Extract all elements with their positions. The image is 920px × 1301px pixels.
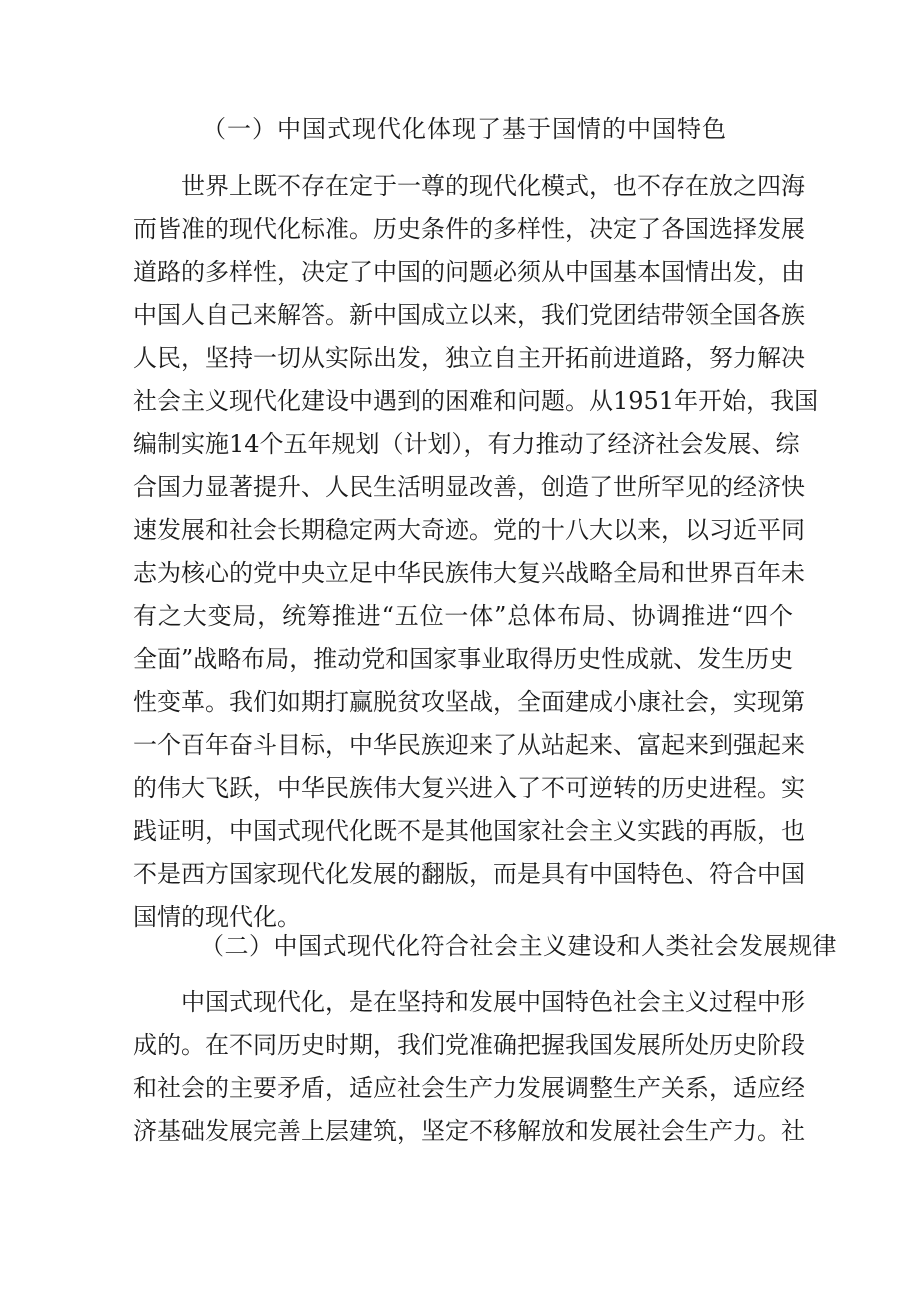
paragraph-line: 济基础发展完善上层建筑，坚定不移解放和发展社会生产力。社 <box>133 1117 805 1145</box>
paragraph-line: 人民，坚持一切从实际出发，独立自主开拓前进道路，努力解决 <box>133 344 805 372</box>
section-2-heading: （二）中国式现代化符合社会主义建设和人类社会发展规律 <box>200 932 837 960</box>
paragraph-line: 和社会的主要矛盾，适应社会生产力发展调整生产关系，适应经 <box>133 1074 805 1102</box>
paragraph-line: 社会主义现代化建设中遇到的困难和问题。从1951年开始，我国 <box>133 387 819 415</box>
paragraph-line: 一个百年奋斗目标，中华民族迎来了从站起来、富起来到强起来 <box>133 731 805 759</box>
paragraph-line: 践证明，中国式现代化既不是其他国家社会主义实践的再版，也 <box>133 817 805 845</box>
paragraph-line: 中国人自己来解答。新中国成立以来，我们党团结带领全国各族 <box>133 301 805 329</box>
paragraph-line: 有之大变局，统筹推进“五位一体”总体布局、协调推进“四个 <box>133 602 793 630</box>
paragraph-line: 速发展和社会长期稳定两大奇迹。党的十八大以来，以习近平同 <box>133 516 805 544</box>
paragraph-line: 世界上既不存在定于一尊的现代化模式，也不存在放之四海 <box>181 172 805 200</box>
paragraph-line: 中国式现代化，是在坚持和发展中国特色社会主义过程中形 <box>181 988 805 1016</box>
paragraph-line: 国情的现代化。 <box>133 903 301 931</box>
paragraph-line: 编制实施14个五年规划（计划），有力推动了经济社会发展、综 <box>133 430 800 458</box>
section-1-paragraph <box>133 165 819 939</box>
paragraph-line: 全面”战略布局，推动党和国家事业取得历史性成就、发生历史 <box>133 645 794 673</box>
paragraph-line: 不是西方国家现代化发展的翻版，而是具有中国特色、符合中国 <box>133 860 805 888</box>
section-1-heading: （一）中国式现代化体现了基于国情的中国特色 <box>202 115 727 143</box>
paragraph-line: 道路的多样性，决定了中国的问题必须从中国基本国情出发，由 <box>133 258 805 286</box>
paragraph-line: 而皆准的现代化标准。历史条件的多样性，决定了各国选择发展 <box>133 215 805 243</box>
paragraph-line: 性变革。我们如期打赢脱贫攻坚战，全面建成小康社会，实现第 <box>133 688 805 716</box>
paragraph-line: 志为核心的党中央立足中华民族伟大复兴战略全局和世界百年未 <box>133 559 805 587</box>
paragraph-line: 成的。在不同历史时期，我们党准确把握我国发展所处历史阶段 <box>133 1031 805 1059</box>
section-2-paragraph <box>133 981 805 1153</box>
paragraph-line: 合国力显著提升、人民生活明显改善，创造了世所罕见的经济快 <box>133 473 805 501</box>
paragraph-line: 的伟大飞跃，中华民族伟大复兴进入了不可逆转的历史进程。实 <box>133 774 805 802</box>
